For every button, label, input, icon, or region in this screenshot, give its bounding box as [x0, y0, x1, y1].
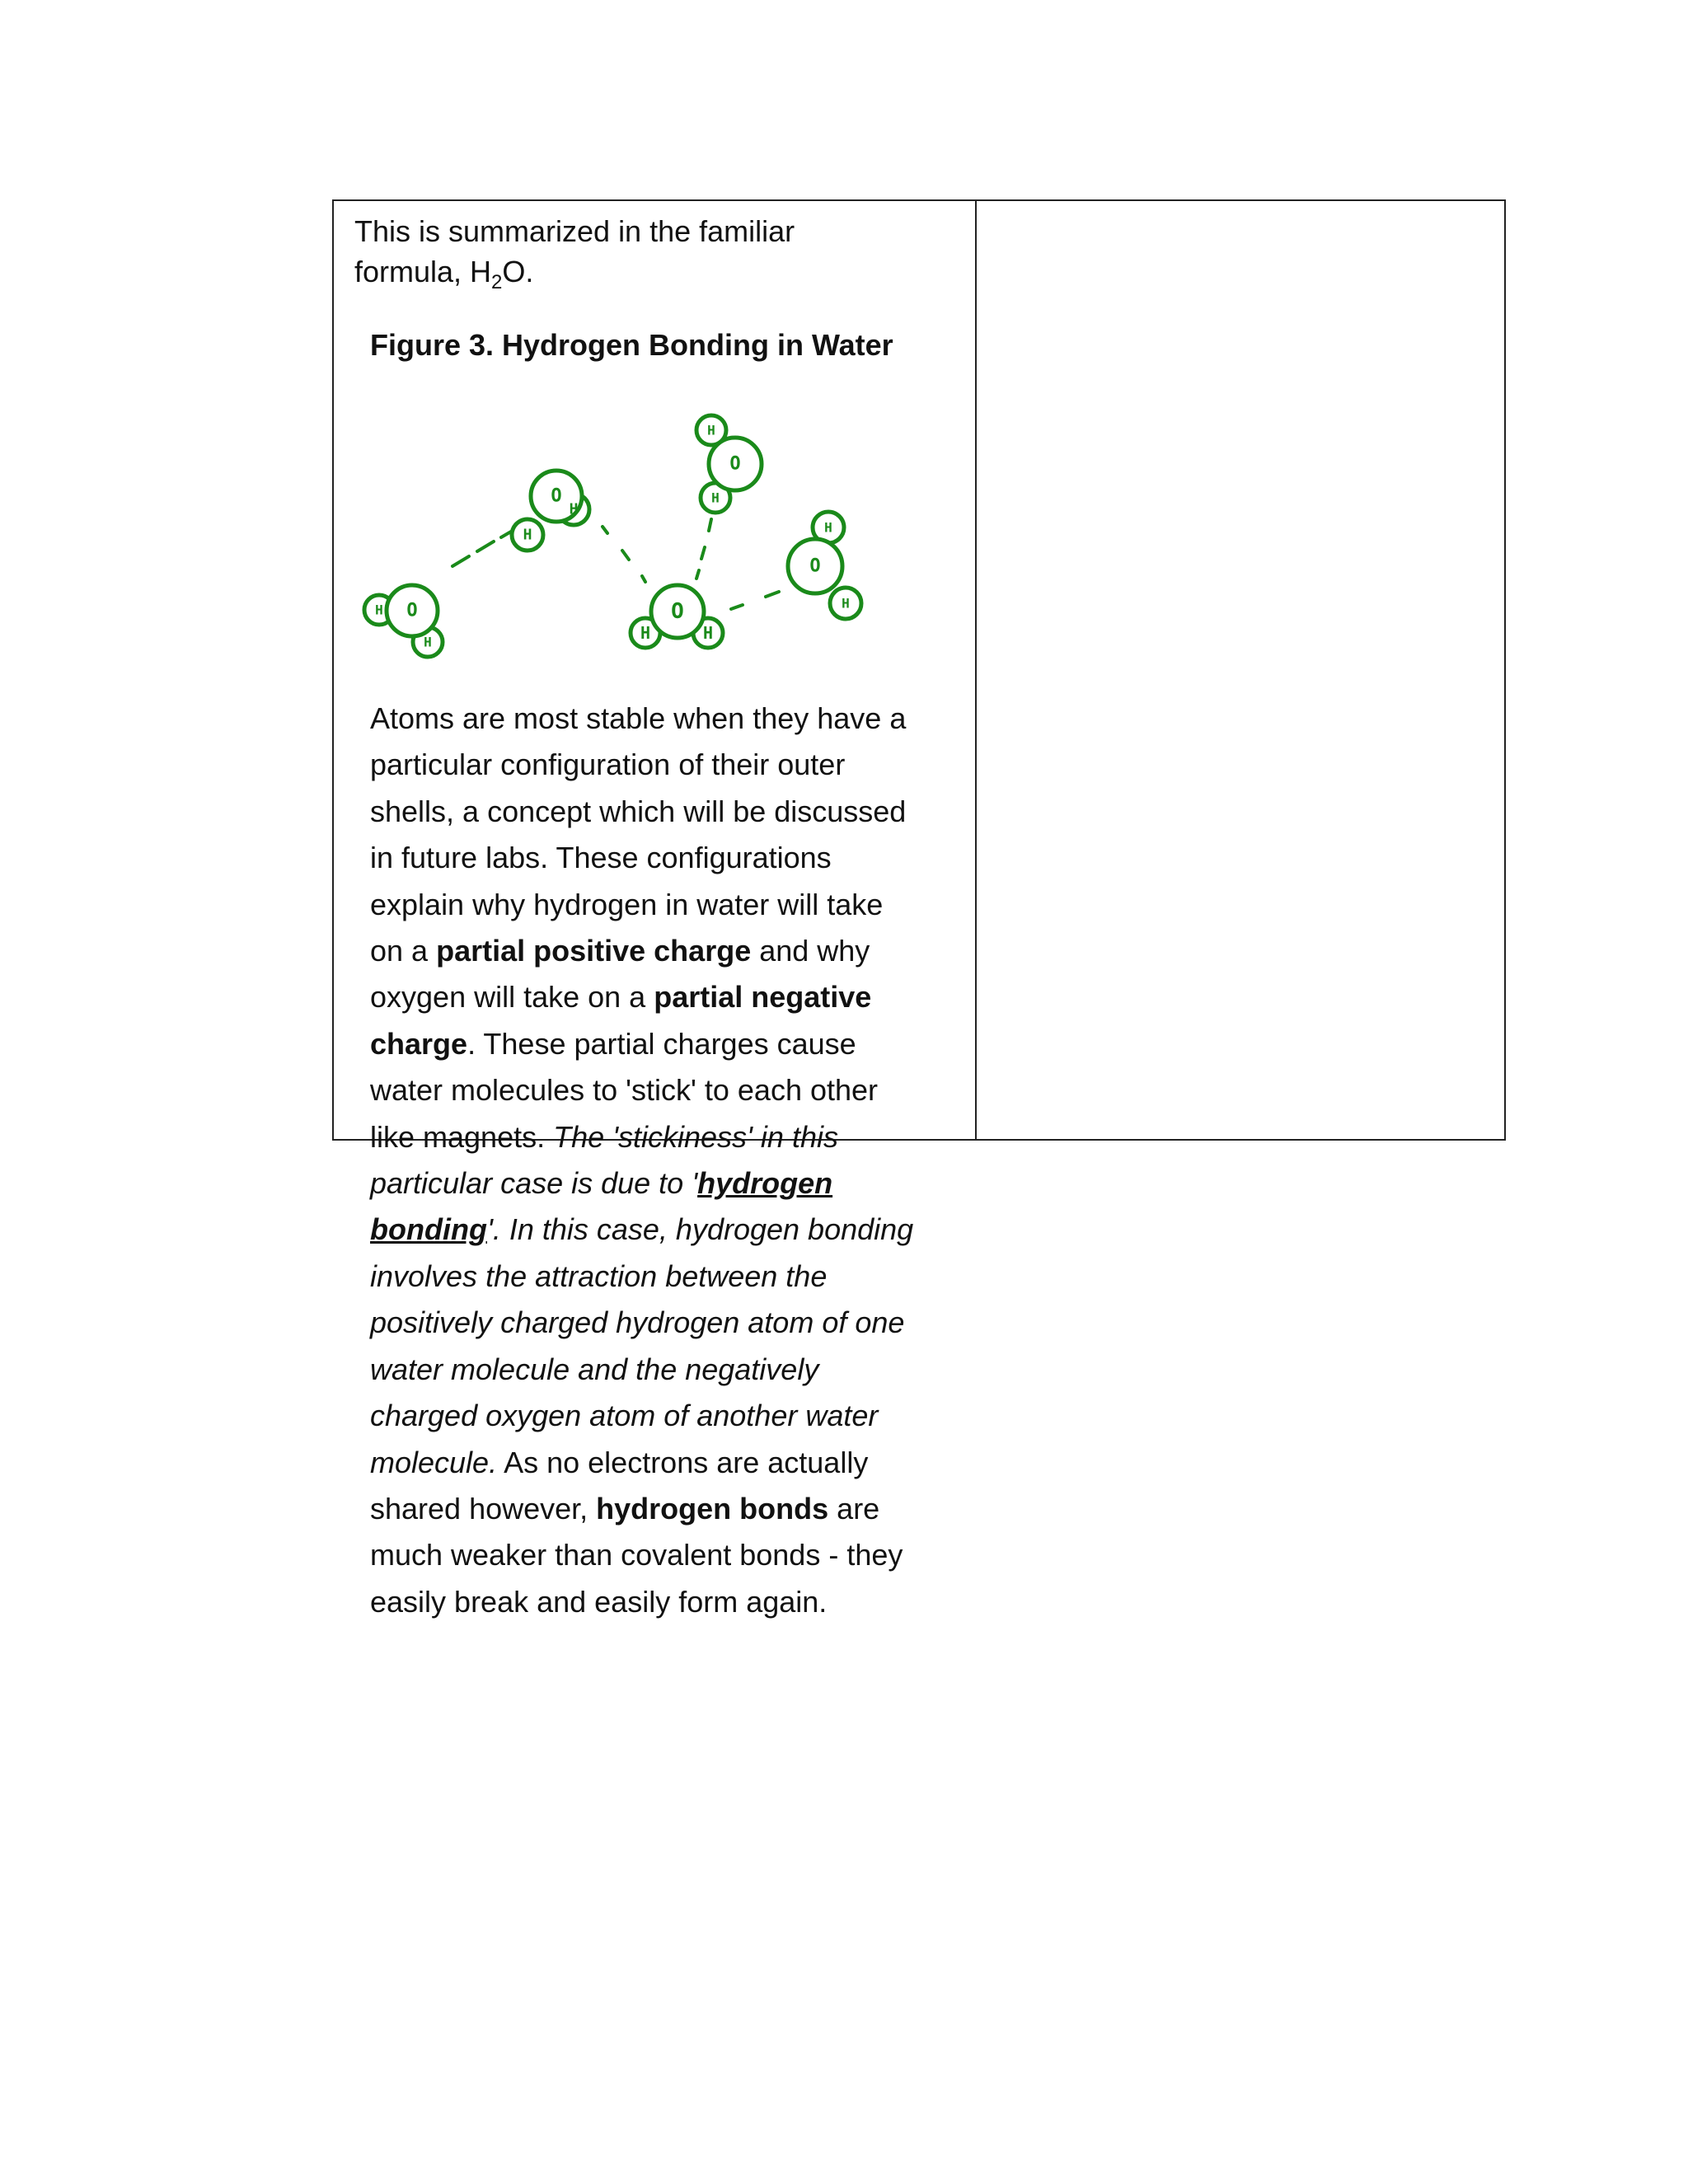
svg-text:H: H	[702, 623, 714, 643]
svg-text:H: H	[640, 623, 651, 643]
table-cell-left	[334, 201, 975, 1619]
svg-text:H: H	[424, 634, 432, 650]
hydrogen-bonding-diagram	[355, 405, 932, 669]
hydrogen-bond-lines	[452, 519, 779, 609]
figure-caption: Figure 3. Hydrogen Bonding in Water	[370, 328, 893, 362]
table-cell-right	[977, 201, 1504, 1139]
svg-text:O: O	[809, 555, 821, 577]
svg-text:H: H	[375, 602, 383, 618]
svg-text:O: O	[729, 453, 741, 475]
svg-text:O: O	[671, 599, 684, 624]
svg-text:H: H	[569, 500, 579, 518]
term-partial-positive: partial positive charge	[436, 934, 752, 968]
svg-text:H: H	[824, 519, 832, 536]
svg-text:H: H	[711, 490, 720, 506]
svg-text:O: O	[406, 600, 418, 621]
svg-text:H: H	[523, 526, 532, 544]
term-hydrogen-bonds: hydrogen bonds	[596, 1491, 829, 1526]
content-table	[332, 199, 1506, 1619]
svg-text:H: H	[842, 595, 850, 612]
term-partial-negative: partial negative charge	[370, 980, 872, 1061]
intro-text: This is summarized in the familiar formula, $H_2O$.	[354, 214, 795, 294]
svg-text:H: H	[707, 422, 715, 438]
term-hydrogen-bonding: hydrogen bonding	[370, 1166, 833, 1247]
svg-text:O: O	[551, 485, 562, 507]
explanation-paragraph: Atoms are most stable when they have a particular configuration of their outer shells, a concept which will be discussed in future labs. These configurations explain why hydrogen in water will take on a partial positive charge and why oxygen will take on a partial negative charge. These partial charges cause water molecules to 'stick' to each other like magnets. The 'stickiness' in this particular case is due to 'hydrogen bonding'. In this case, hydrogen bonding involves the attraction between the positively charged hydrogen atom of one water molecule and the negatively charged oxygen atom of another water molecule. As no electrons are actually shared however, hydrogen bonds are much weaker than covalent bonds - they easily break and easily form again.	[370, 701, 914, 1619]
